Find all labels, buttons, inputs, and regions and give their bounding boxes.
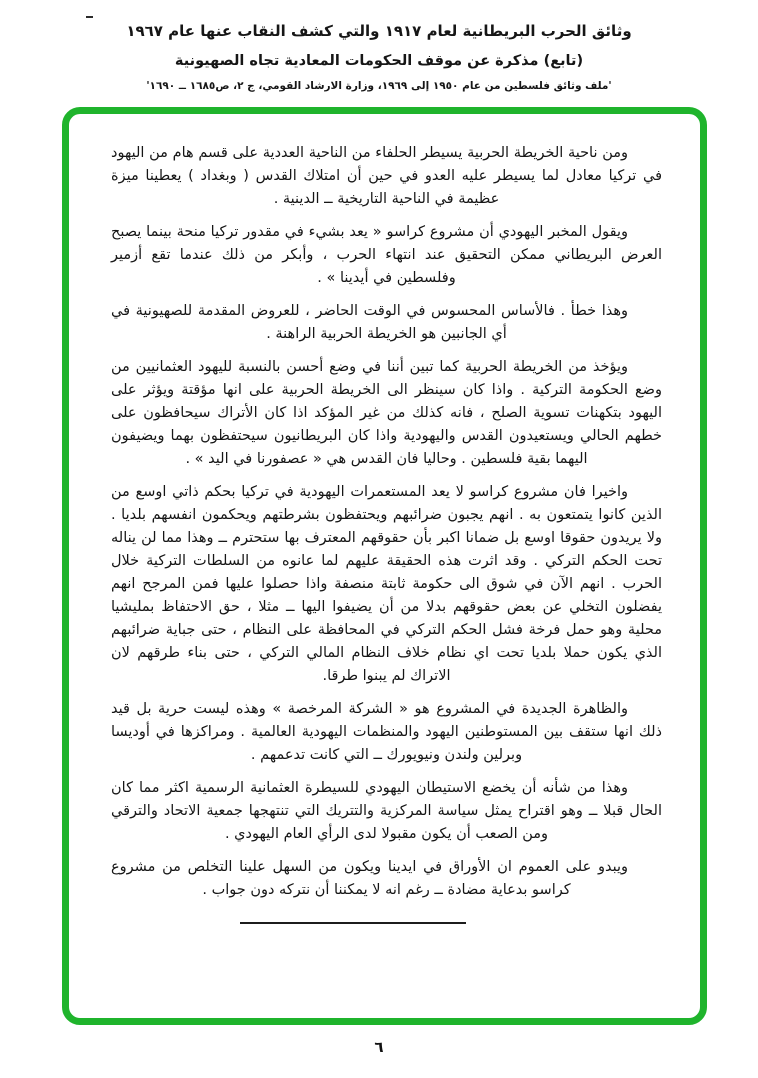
document-body — [69, 114, 700, 924]
body-paragraph: ويؤخذ من الخريطة الحربية كما تبين أننا في وضع أحسن بالنسبة لليهود العثمانيين من وضع الحكومة التركية . واذا كان سينظر الى الخريطة الحربية على انها مؤقتة ويؤثر على اليهود بتكهنات تسوية الصلح ، فانه كذلك من غير المؤكد اذا كان الأتراك سيحافظون على خطهم الحالي ويستعيدون القدس واليهودية واذا كان البريطانيون سيحتفظون بهما ويضيفون اليهما بقية فلسطين . وحاليا فان القدس هي « عصفورنا في اليد » . — [111, 359, 662, 467]
body-paragraph: والظاهرة الجديدة في المشروع هو « الشركة المرخصة » وهذه ليست حرية بل قيد ذلك انها ستقف بين المستوطنين اليهود والمنظمات اليهودية العالمية . ومراكزها في أوديسا وبرلين ولندن ونيويورك ــ التي كانت تدعمهم . — [111, 701, 662, 763]
document-source-citation: 'ملف وثائق فلسطين من عام ١٩٥٠ إلى ١٩٦٩، وزارة الارشاد القومي، ج ٢، ص١٦٨٥ ــ ١٦٩٠' — [146, 80, 612, 92]
body-paragraph: ويبدو على العموم ان الأوراق في ايدينا ويكون من السهل علينا التخلص من مشروع كراسو بدعاية مضادة ــ رغم انه لا يمكننا أن نتركه دون جواب . — [111, 859, 628, 898]
signature-divider-line — [240, 922, 466, 924]
body-paragraph: واخيرا فان مشروع كراسو لا يعد المستعمرات اليهودية في تركيا بحكم ذاتي اوسع من الذين كانوا يتمتعون به . انهم يجبون ضرائبهم ويحتفظون بشرطتهم ويحكمون انفسهم بلديا . ولا يريدون حقوقا اوسع بل ضمانا اكبر بأن حقوقهم المعترف بها ستحترم ــ وهذا مما لن يناله تحت الحكم التركي . وقد اثرت هذه الحقيقة عليهم لما عانوه من السلطات التركية خلال الحرب . انهم الآن في شوق الى حكومة ثابتة منصفة واذا حصلوا عليها فمن المرجح انهم يفضلون التخلي عن بعض حقوقهم بدلا من أن يضيفوا اليها ــ مثلا ، حق الاحتفاظ بمليشيا محلية وهو حمل فرخة فشل الحكم التركي في المحافظة على النظام ، حتى جباية ضرائبهم الذي يكون حملا بلديا تحت اي نظام خلاف النظام المالي التركي ، حتى بناء طرقهم لان الاتراك لم يبنوا طرقا. — [111, 484, 662, 684]
document-title-line1: وثائق الحرب البريطانية لعام ١٩١٧ والتي كشف النقاب عنها عام ١٩٦٧ — [126, 22, 632, 40]
document-header — [0, 0, 758, 93]
document-title-line2: (تابع) مذكرة عن موقف الحكومات المعادية تجاه الصهيونية — [174, 53, 584, 69]
body-paragraph: ويقول المخبر اليهودي أن مشروع كراسو « يعد بشيء في مقدور تركيا منحة بينما يصبح العرض البريطاني ممكن التحقيق عند انتهاء الحرب ، وأبكر من ذلك عندما تقع أزمير وفلسطين في أيدينا » . — [111, 224, 662, 286]
page-number: ٦ — [374, 1038, 384, 1056]
scan-artifact-dash — [86, 16, 93, 18]
body-paragraph: ومن ناحية الخريطة الحربية يسيطر الحلفاء من الناحية العددية على قسم هام من اليهود في تركيا معادل لما يسيطر عليه العدو في حين أن امتلاك القدس ( وبغداد ) يعطينا ميزة عظيمة في الناحية التاريخية ــ الدينية . — [111, 145, 662, 207]
body-paragraph: وهذا خطأ . فالأساس المحسوس في الوقت الحاضر ، للعروض المقدمة للصهيونية في أي الجانبين هو الخريطة الحربية الراهنة . — [111, 303, 628, 342]
body-paragraph: وهذا من شأنه أن يخضع الاستيطان اليهودي للسيطرة العثمانية الرسمية اكثر مما كان الحال قبلا ــ وهو اقتراح يمثل سياسة المركزية والتتريك التي تنتهجها جمعية الاتحاد والترقي ومن الصعب أن يكون مقبولا لدى الرأي العام اليهودي . — [111, 780, 662, 842]
green-border-frame — [62, 107, 707, 1025]
